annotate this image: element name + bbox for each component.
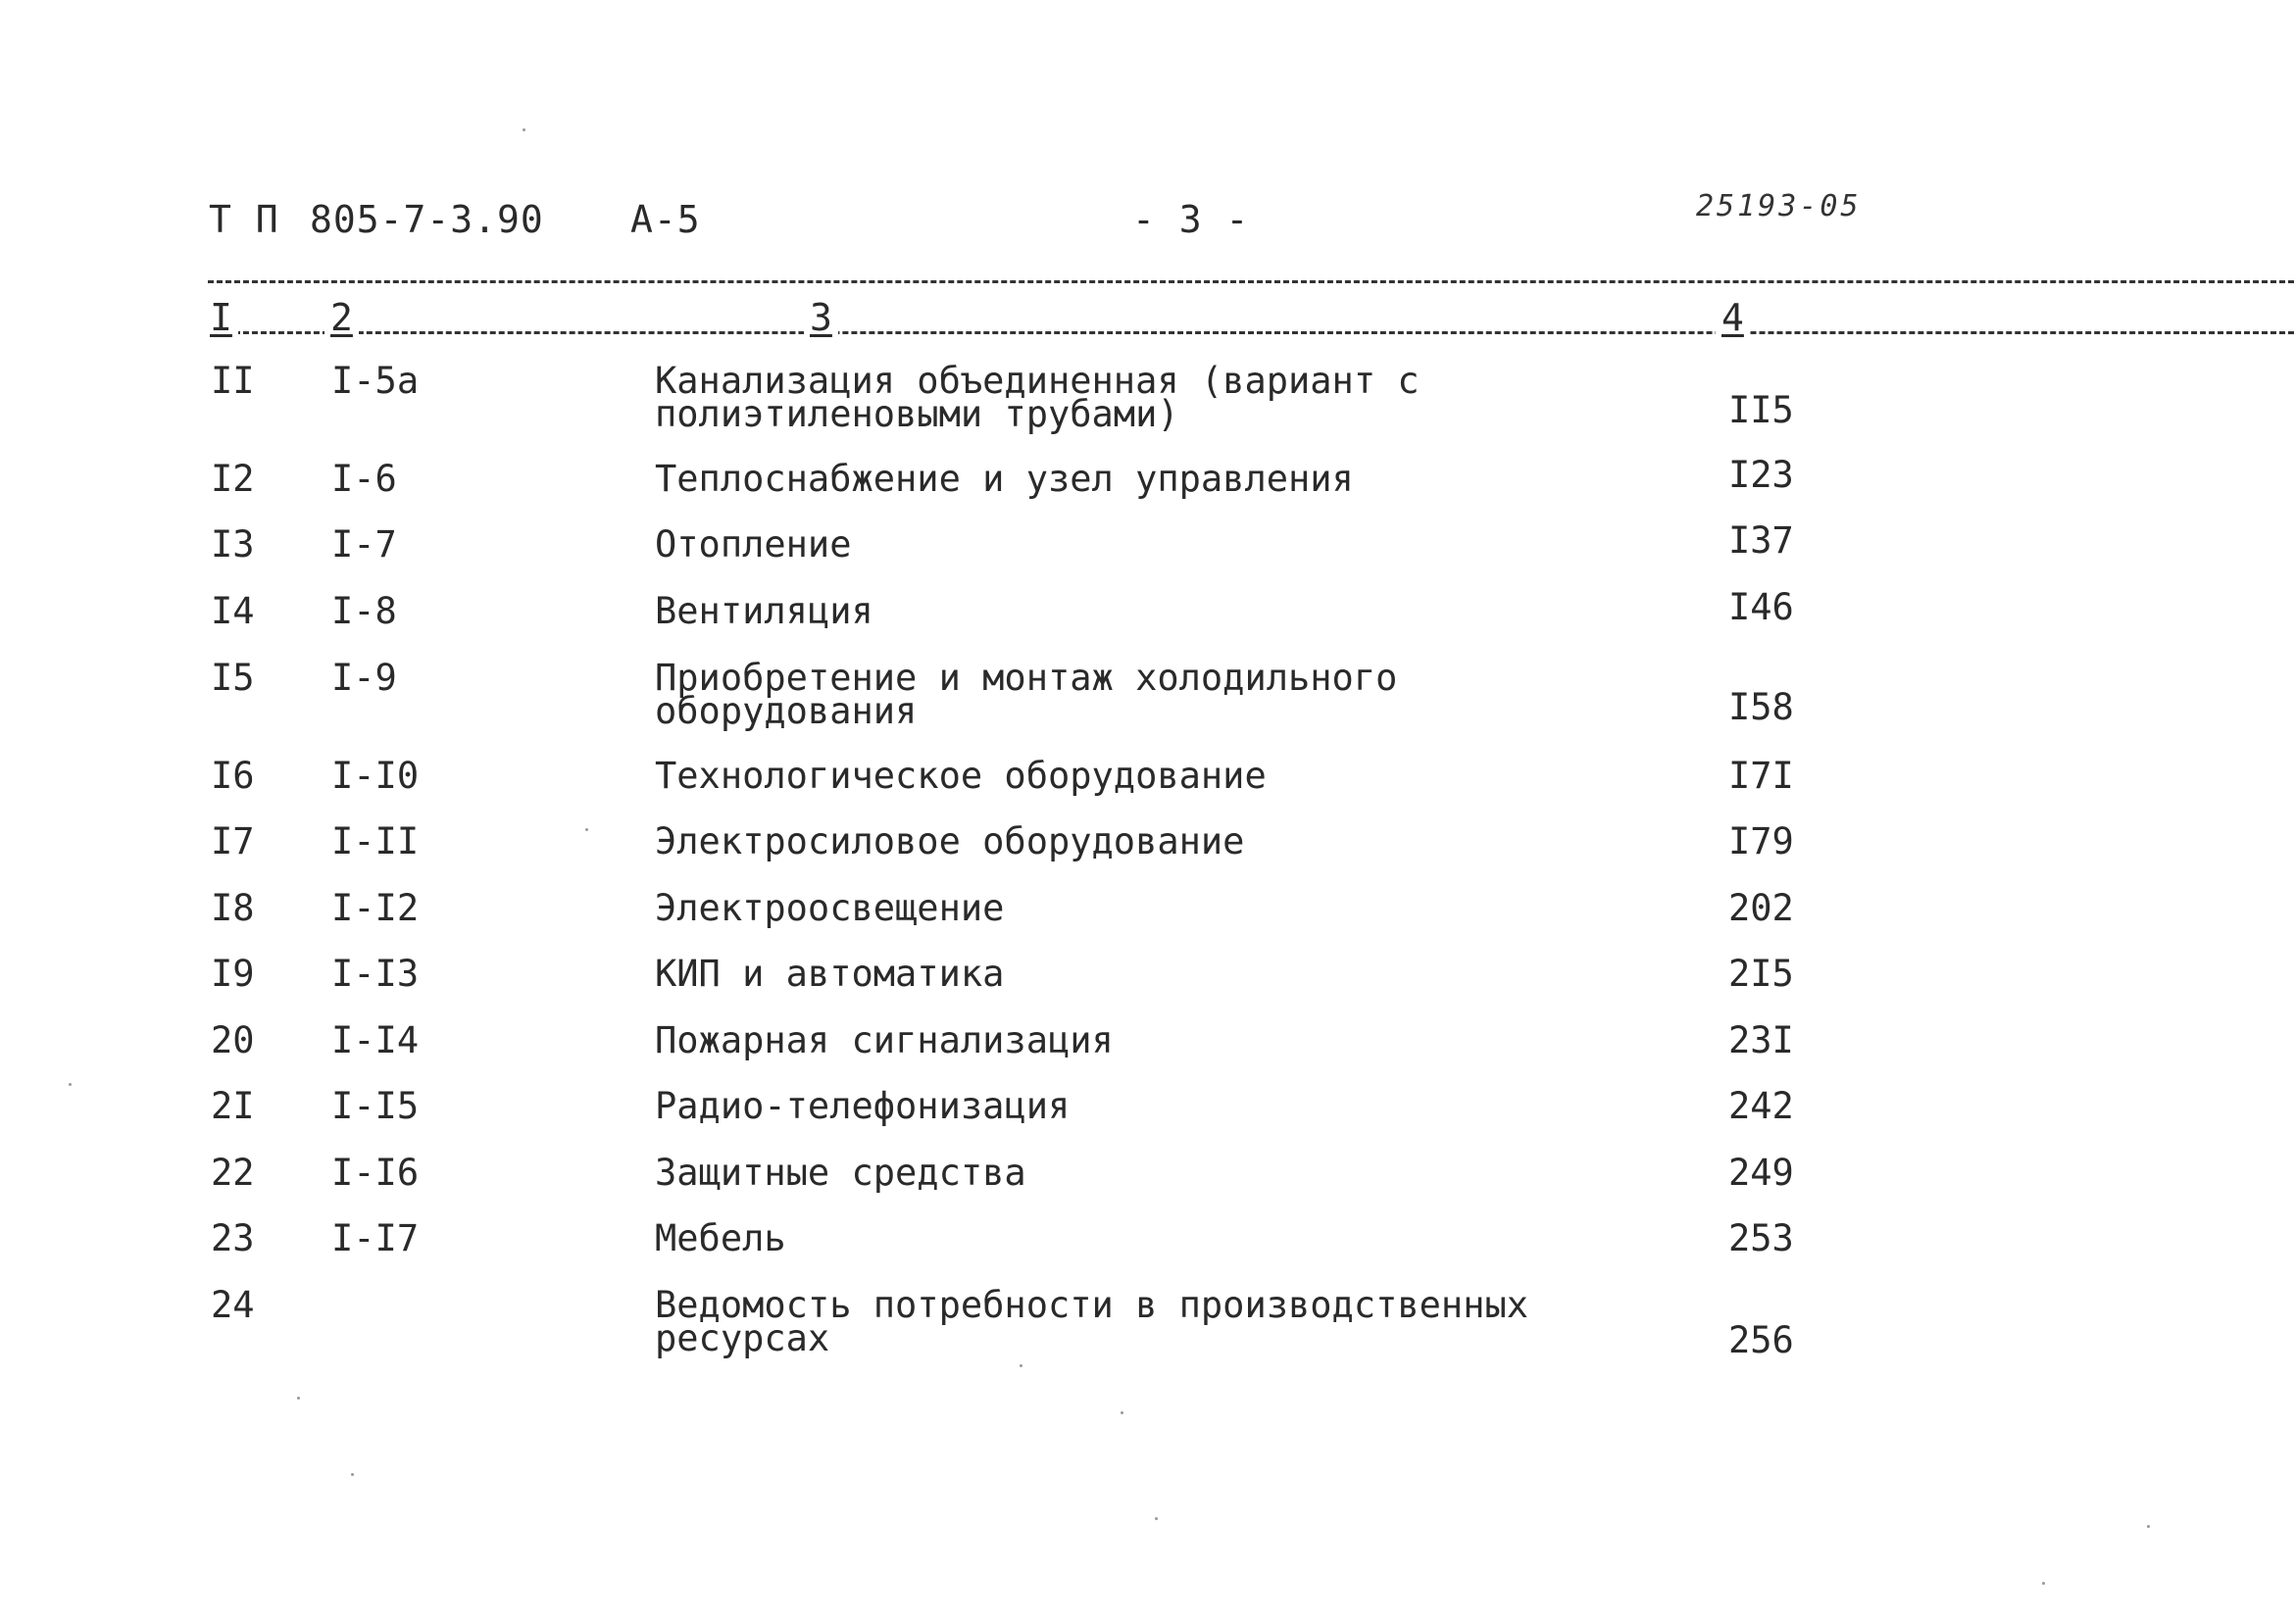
row-number: 2I	[211, 1085, 255, 1127]
row-code: I-6	[331, 458, 397, 500]
row-number: I5	[211, 657, 255, 699]
column-header-3: 3	[804, 296, 838, 339]
row-code: I-5а	[331, 360, 420, 402]
row-code: I-I2	[331, 887, 420, 929]
row-page: 23I	[1728, 1019, 1794, 1061]
row-page: I7I	[1728, 755, 1794, 797]
row-code: I-I0	[331, 755, 420, 797]
row-page: 242	[1728, 1085, 1794, 1127]
row-title: Приобретение и монтаж холодильного оборудования	[655, 657, 1398, 732]
row-title: Отопление	[655, 523, 852, 566]
row-number: I3	[211, 523, 255, 566]
row-title: Вентиляция	[655, 590, 873, 632]
column-header-1: I	[204, 296, 238, 339]
row-code: I-9	[331, 657, 397, 699]
row-title: Канализация объединенная (вариант с полиэтиленовыми трубами)	[655, 360, 1420, 435]
row-code: I-8	[331, 590, 397, 632]
page-number: - 3 -	[1132, 198, 1250, 241]
row-page: II5	[1728, 389, 1794, 431]
scan-speck	[69, 1083, 72, 1086]
row-number: I9	[211, 953, 255, 995]
row-page: I23	[1728, 454, 1794, 496]
row-number: II	[211, 360, 255, 402]
scan-speck	[1121, 1411, 1123, 1414]
row-page: I46	[1728, 586, 1794, 628]
row-title: Радио-телефонизация	[655, 1085, 1071, 1127]
table-top-rule	[208, 280, 2294, 283]
row-title: Пожарная сигнализация	[655, 1019, 1114, 1061]
row-code: I-I5	[331, 1085, 420, 1127]
scan-speck	[1020, 1364, 1022, 1367]
column-header-4: 4	[1716, 296, 1750, 339]
scan-speck	[2147, 1525, 2150, 1528]
row-title: Ведомость потребности в производственных ресурсах	[655, 1284, 1529, 1359]
row-number: I7	[211, 820, 255, 862]
row-title: Электросиловое оборудование	[655, 820, 1245, 862]
scan-speck	[523, 128, 525, 131]
row-number: I2	[211, 458, 255, 500]
table-header-rule	[208, 331, 2294, 334]
row-number: 24	[211, 1284, 255, 1326]
column-header-2: 2	[324, 296, 359, 339]
scan-speck	[585, 828, 588, 831]
row-code: I-I3	[331, 953, 420, 995]
row-title: Теплоснабжение и узел управления	[655, 458, 1354, 500]
row-page: I37	[1728, 519, 1794, 562]
row-title: КИП и автоматика	[655, 953, 1005, 995]
row-number: I8	[211, 887, 255, 929]
project-code: 805-7-3.90	[310, 198, 544, 241]
scan-speck	[297, 1397, 300, 1400]
scan-speck	[1155, 1517, 1158, 1520]
row-code: I-I4	[331, 1019, 420, 1061]
row-code: I-II	[331, 820, 420, 862]
row-title: Электроосвещение	[655, 887, 1005, 929]
scan-speck	[2042, 1582, 2045, 1585]
row-page: 253	[1728, 1217, 1794, 1259]
row-code: I-7	[331, 523, 397, 566]
row-number: I6	[211, 755, 255, 797]
album-label: А-5	[630, 198, 701, 241]
row-code: I-I7	[331, 1217, 420, 1259]
row-number: 20	[211, 1019, 255, 1061]
row-title: Мебель	[655, 1217, 786, 1259]
stamp-number: 25193-05	[1696, 189, 1862, 223]
row-number: I4	[211, 590, 255, 632]
row-page: 256	[1728, 1319, 1794, 1361]
row-number: 23	[211, 1217, 255, 1259]
row-page: I58	[1728, 686, 1794, 728]
row-page: 249	[1728, 1152, 1794, 1194]
scan-speck	[351, 1473, 354, 1476]
row-page: 2I5	[1728, 953, 1794, 995]
row-code: I-I6	[331, 1152, 420, 1194]
row-title: Защитные средства	[655, 1152, 1026, 1194]
row-page: 202	[1728, 887, 1794, 929]
row-number: 22	[211, 1152, 255, 1194]
series-label: Т П	[209, 198, 279, 241]
row-page: I79	[1728, 820, 1794, 862]
row-title: Технологическое оборудование	[655, 755, 1267, 797]
